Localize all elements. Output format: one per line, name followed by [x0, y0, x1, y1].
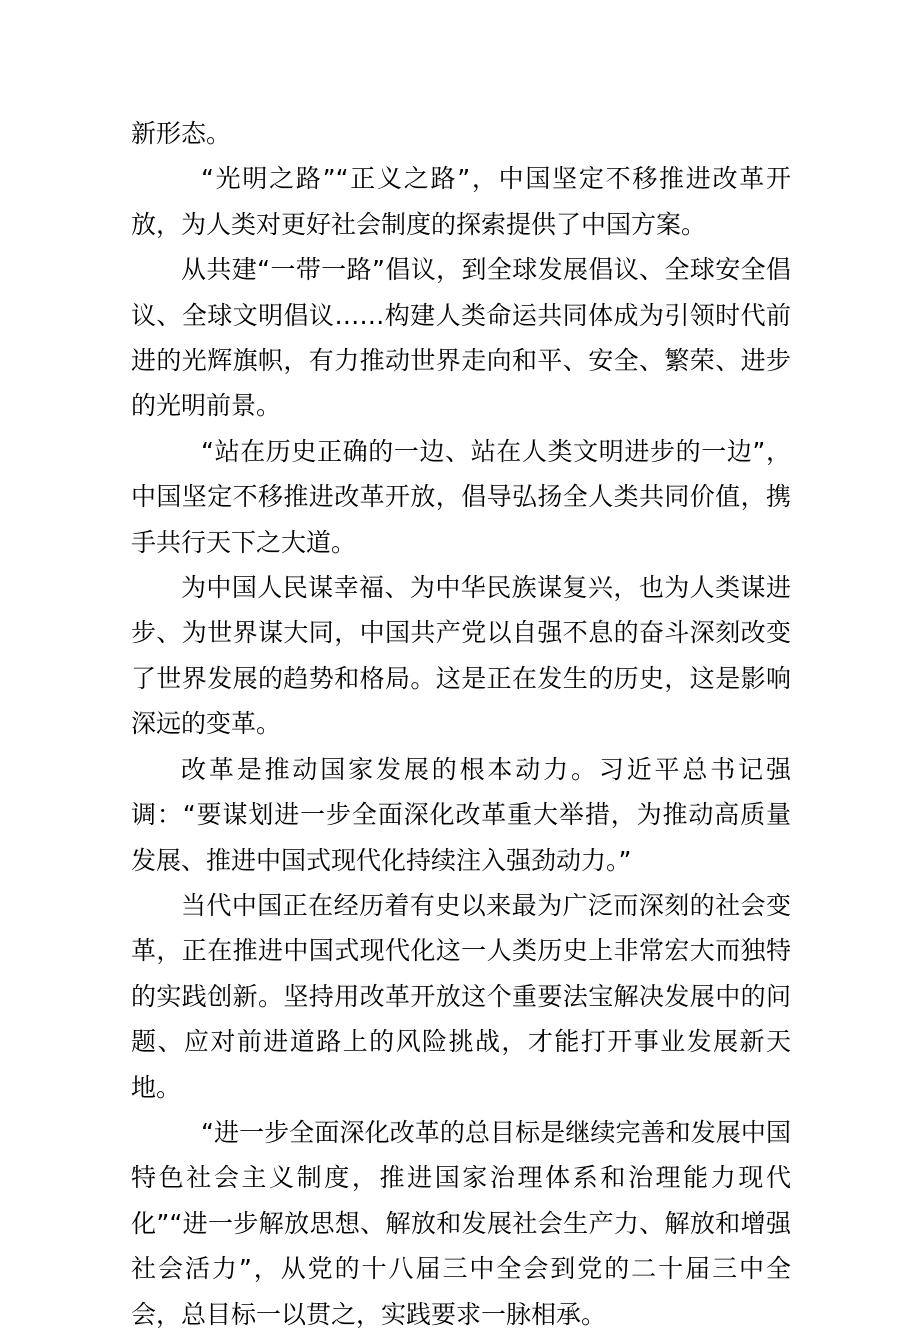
- paragraph-4: “站在历史正确的一边、站在人类文明进步的一边”，中国坚定不移推进改革开放，倡导弘扬全人类共同价值，携手共行天下之大道。: [131, 436, 791, 557]
- document-body: [131, 111, 791, 1337]
- paragraph-5: 为中国人民谋幸福、为中华民族谋复兴，也为人类谋进步、为世界谋大同，中国共产党以自强不息的奋斗深刻改变了世界发展的趋势和格局。这是正在发生的历史，这是影响深远的变革。: [131, 573, 791, 739]
- paragraph-7: 当代中国正在经历着有史以来最为广泛而深刻的社会变革，正在推进中国式现代化这一人类历史上非常宏大而独特的实践创新。坚持用改革开放这个重要法宝解决发展中的问题、应对前进道路上的风险挑战，才能打开事业发展新天地。: [131, 890, 791, 1102]
- paragraph-8: “进一步全面深化改革的总目标是继续完善和发展中国特色社会主义制度，推进国家治理体系和治理能力现代化”“进一步解放思想、解放和发展社会生产力、解放和增强社会活力”，从党的十八届三中全会到党的二十届三中全会，总目标一以贯之，实践要求一脉相承。: [131, 1117, 791, 1329]
- paragraph-1: 新形态。: [131, 119, 232, 148]
- paragraph-6: 改革是推动国家发展的根本动力。习近平总书记强调：“要谋划进一步全面深化改革重大举措，为推动高质量发展、推进中国式现代化持续注入强劲动力。”: [131, 754, 791, 875]
- paragraph-2: “光明之路”“正义之路”，中国坚定不移推进改革开放，为人类对更好社会制度的探索提供了中国方案。: [131, 164, 791, 239]
- paragraph-3: 从共建“一带一路”倡议，到全球发展倡议、全球安全倡议、全球文明倡议……构建人类命运共同体成为引领时代前进的光辉旗帜，有力推动世界走向和平、安全、繁荣、进步的光明前景。: [131, 255, 791, 421]
